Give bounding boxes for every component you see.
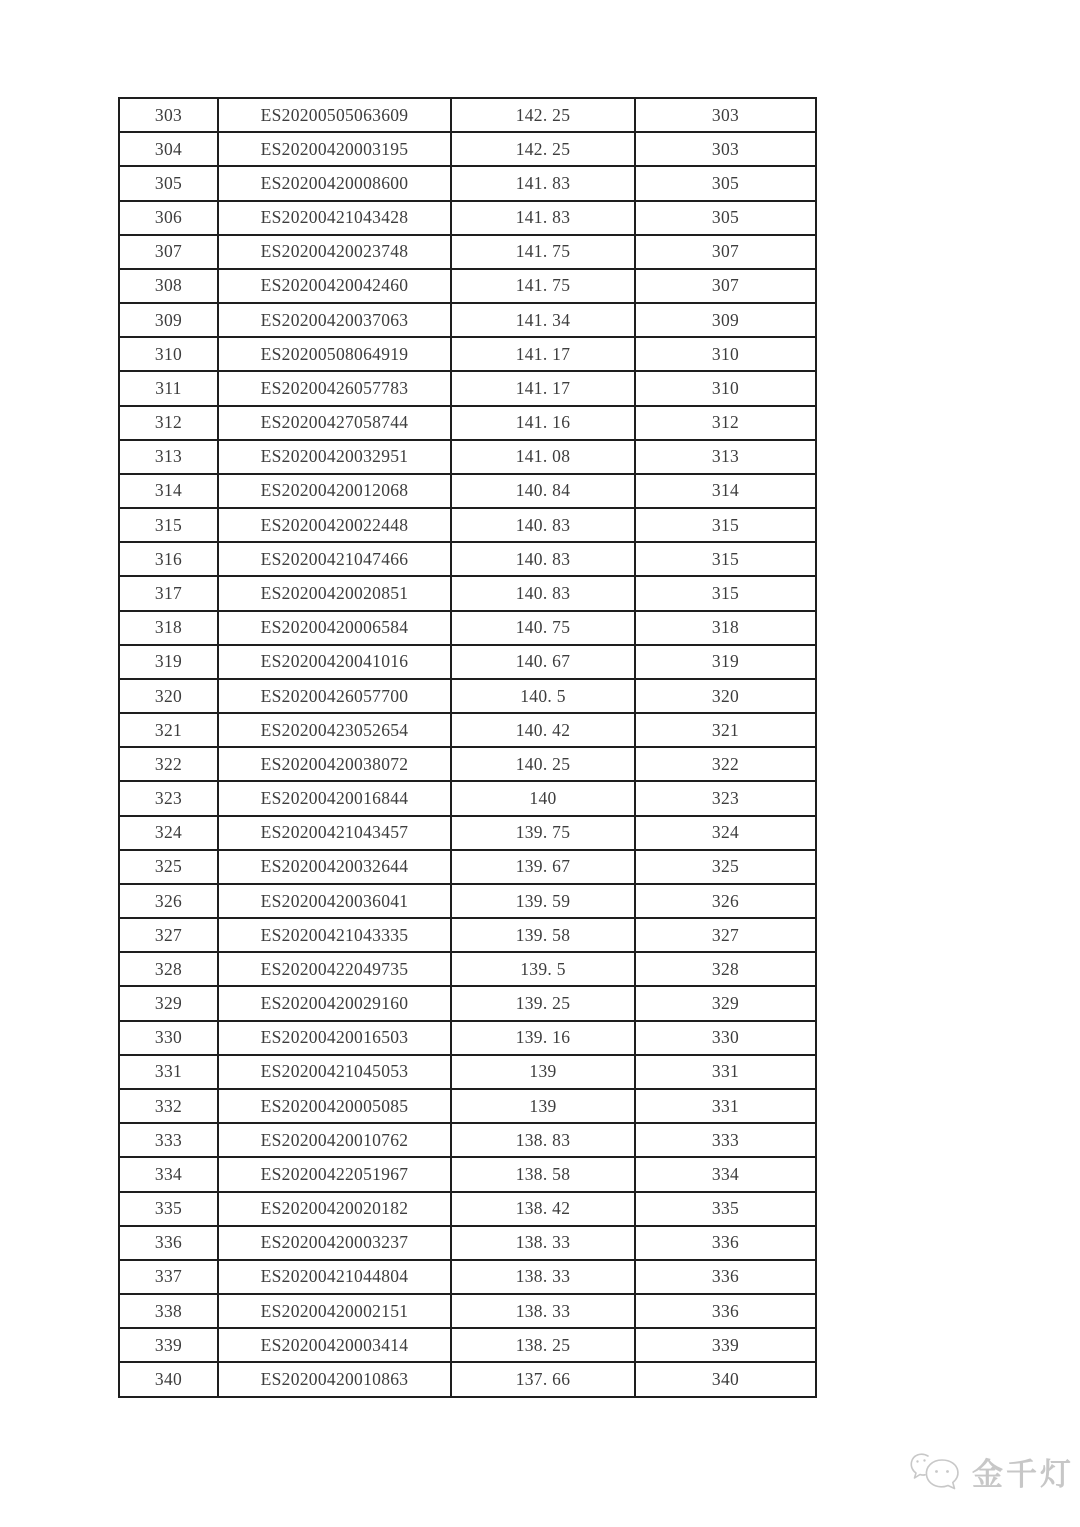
rank-cell: 315 <box>635 542 816 576</box>
table-row <box>119 1328 816 1362</box>
watermark-logo <box>908 1448 1074 1500</box>
wechat-icon <box>908 1448 966 1500</box>
table-row <box>119 679 816 713</box>
score-cell: 137. 66 <box>451 1362 635 1397</box>
score-cell: 138. 33 <box>451 1294 635 1328</box>
candidate-id-cell: ES20200420005085 <box>218 1089 451 1123</box>
row-number-cell: 315 <box>119 508 218 542</box>
rank-cell: 330 <box>635 1021 816 1055</box>
row-number-cell: 328 <box>119 952 218 986</box>
table-row <box>119 1021 816 1055</box>
rank-cell: 322 <box>635 747 816 781</box>
candidate-id-cell: ES20200421043428 <box>218 201 451 235</box>
row-number-cell: 322 <box>119 747 218 781</box>
table-row <box>119 1260 816 1294</box>
score-cell: 139. 5 <box>451 952 635 986</box>
score-cell: 138. 33 <box>451 1226 635 1260</box>
rank-cell: 303 <box>635 132 816 166</box>
table-row <box>119 1157 816 1191</box>
table-row <box>119 474 816 508</box>
rank-cell: 326 <box>635 884 816 918</box>
score-table <box>118 97 817 1398</box>
candidate-id-cell: ES20200420023748 <box>218 235 451 269</box>
candidate-id-cell: ES20200420016503 <box>218 1021 451 1055</box>
row-number-cell: 317 <box>119 576 218 610</box>
table-row <box>119 1226 816 1260</box>
candidate-id-cell: ES20200420032951 <box>218 440 451 474</box>
table-row <box>119 1055 816 1089</box>
row-number-cell: 340 <box>119 1362 218 1397</box>
table-row <box>119 303 816 337</box>
rank-cell: 336 <box>635 1260 816 1294</box>
table-row <box>119 986 816 1020</box>
row-number-cell: 326 <box>119 884 218 918</box>
row-number-cell: 320 <box>119 679 218 713</box>
score-cell: 138. 33 <box>451 1260 635 1294</box>
row-number-cell: 321 <box>119 713 218 747</box>
score-cell: 139. 75 <box>451 816 635 850</box>
rank-cell: 335 <box>635 1192 816 1226</box>
rank-cell: 312 <box>635 406 816 440</box>
rank-cell: 331 <box>635 1055 816 1089</box>
rank-cell: 309 <box>635 303 816 337</box>
score-cell: 140. 5 <box>451 679 635 713</box>
rank-cell: 325 <box>635 850 816 884</box>
score-cell: 140. 25 <box>451 747 635 781</box>
rank-cell: 305 <box>635 201 816 235</box>
score-cell: 141. 83 <box>451 201 635 235</box>
score-cell: 140. 42 <box>451 713 635 747</box>
row-number-cell: 335 <box>119 1192 218 1226</box>
candidate-id-cell: ES20200427058744 <box>218 406 451 440</box>
candidate-id-cell: ES20200420041016 <box>218 645 451 679</box>
candidate-id-cell: ES20200508064919 <box>218 337 451 371</box>
score-table-body <box>119 98 816 1397</box>
score-cell: 139. 16 <box>451 1021 635 1055</box>
candidate-id-cell: ES20200421044804 <box>218 1260 451 1294</box>
rank-cell: 336 <box>635 1226 816 1260</box>
row-number-cell: 305 <box>119 166 218 200</box>
rank-cell: 324 <box>635 816 816 850</box>
candidate-id-cell: ES20200422049735 <box>218 952 451 986</box>
row-number-cell: 314 <box>119 474 218 508</box>
table-row <box>119 269 816 303</box>
table-row <box>119 952 816 986</box>
rank-cell: 321 <box>635 713 816 747</box>
rank-cell: 329 <box>635 986 816 1020</box>
rank-cell: 307 <box>635 235 816 269</box>
table-row <box>119 645 816 679</box>
row-number-cell: 336 <box>119 1226 218 1260</box>
rank-cell: 320 <box>635 679 816 713</box>
row-number-cell: 339 <box>119 1328 218 1362</box>
score-cell: 139 <box>451 1055 635 1089</box>
score-cell: 141. 16 <box>451 406 635 440</box>
rank-cell: 303 <box>635 98 816 132</box>
score-cell: 138. 25 <box>451 1328 635 1362</box>
rank-cell: 318 <box>635 611 816 645</box>
table-row <box>119 1192 816 1226</box>
score-cell: 141. 83 <box>451 166 635 200</box>
rank-cell: 319 <box>635 645 816 679</box>
rank-cell: 339 <box>635 1328 816 1362</box>
row-number-cell: 330 <box>119 1021 218 1055</box>
row-number-cell: 337 <box>119 1260 218 1294</box>
candidate-id-cell: ES20200420036041 <box>218 884 451 918</box>
row-number-cell: 306 <box>119 201 218 235</box>
score-cell: 139. 59 <box>451 884 635 918</box>
row-number-cell: 324 <box>119 816 218 850</box>
row-number-cell: 313 <box>119 440 218 474</box>
candidate-id-cell: ES20200421047466 <box>218 542 451 576</box>
rank-cell: 327 <box>635 918 816 952</box>
score-cell: 142. 25 <box>451 132 635 166</box>
table-row <box>119 98 816 132</box>
rank-cell: 313 <box>635 440 816 474</box>
candidate-id-cell: ES20200420020851 <box>218 576 451 610</box>
row-number-cell: 334 <box>119 1157 218 1191</box>
table-row <box>119 1089 816 1123</box>
rank-cell: 314 <box>635 474 816 508</box>
score-cell: 140. 84 <box>451 474 635 508</box>
table-row <box>119 781 816 815</box>
table-row <box>119 508 816 542</box>
candidate-id-cell: ES20200421043457 <box>218 816 451 850</box>
row-number-cell: 331 <box>119 1055 218 1089</box>
score-cell: 139. 58 <box>451 918 635 952</box>
row-number-cell: 318 <box>119 611 218 645</box>
table-row <box>119 371 816 405</box>
row-number-cell: 338 <box>119 1294 218 1328</box>
candidate-id-cell: ES20200426057783 <box>218 371 451 405</box>
score-cell: 139. 67 <box>451 850 635 884</box>
candidate-id-cell: ES20200420037063 <box>218 303 451 337</box>
rank-cell: 305 <box>635 166 816 200</box>
table-row <box>119 1294 816 1328</box>
score-cell: 141. 08 <box>451 440 635 474</box>
table-row <box>119 918 816 952</box>
candidate-id-cell: ES20200420012068 <box>218 474 451 508</box>
row-number-cell: 304 <box>119 132 218 166</box>
score-cell: 141. 34 <box>451 303 635 337</box>
candidate-id-cell: ES20200420020182 <box>218 1192 451 1226</box>
row-number-cell: 332 <box>119 1089 218 1123</box>
candidate-id-cell: ES20200420029160 <box>218 986 451 1020</box>
candidate-id-cell: ES20200420022448 <box>218 508 451 542</box>
row-number-cell: 319 <box>119 645 218 679</box>
table-row <box>119 542 816 576</box>
row-number-cell: 308 <box>119 269 218 303</box>
candidate-id-cell: ES20200421045053 <box>218 1055 451 1089</box>
row-number-cell: 311 <box>119 371 218 405</box>
candidate-id-cell: ES20200420002151 <box>218 1294 451 1328</box>
table-row <box>119 611 816 645</box>
rank-cell: 315 <box>635 508 816 542</box>
row-number-cell: 316 <box>119 542 218 576</box>
score-cell: 138. 42 <box>451 1192 635 1226</box>
table-row <box>119 1123 816 1157</box>
score-cell: 140. 83 <box>451 576 635 610</box>
row-number-cell: 312 <box>119 406 218 440</box>
row-number-cell: 310 <box>119 337 218 371</box>
candidate-id-cell: ES20200422051967 <box>218 1157 451 1191</box>
row-number-cell: 303 <box>119 98 218 132</box>
rank-cell: 334 <box>635 1157 816 1191</box>
table-row <box>119 1362 816 1397</box>
table-row <box>119 406 816 440</box>
table-row <box>119 337 816 371</box>
table-row <box>119 816 816 850</box>
candidate-id-cell: ES20200420016844 <box>218 781 451 815</box>
rank-cell: 307 <box>635 269 816 303</box>
row-number-cell: 329 <box>119 986 218 1020</box>
candidate-id-cell: ES20200420006584 <box>218 611 451 645</box>
table-row <box>119 166 816 200</box>
table-row <box>119 747 816 781</box>
score-cell: 140. 83 <box>451 508 635 542</box>
score-cell: 141. 75 <box>451 269 635 303</box>
table-row <box>119 850 816 884</box>
candidate-id-cell: ES20200420010863 <box>218 1362 451 1397</box>
row-number-cell: 323 <box>119 781 218 815</box>
table-row <box>119 576 816 610</box>
candidate-id-cell: ES20200426057700 <box>218 679 451 713</box>
score-table-container <box>118 97 815 1398</box>
rank-cell: 315 <box>635 576 816 610</box>
table-row <box>119 201 816 235</box>
row-number-cell: 309 <box>119 303 218 337</box>
candidate-id-cell: ES20200420003237 <box>218 1226 451 1260</box>
score-cell: 142. 25 <box>451 98 635 132</box>
rank-cell: 328 <box>635 952 816 986</box>
table-row <box>119 440 816 474</box>
candidate-id-cell: ES20200420003195 <box>218 132 451 166</box>
candidate-id-cell: ES20200420038072 <box>218 747 451 781</box>
rank-cell: 336 <box>635 1294 816 1328</box>
table-row <box>119 713 816 747</box>
score-cell: 138. 58 <box>451 1157 635 1191</box>
row-number-cell: 333 <box>119 1123 218 1157</box>
candidate-id-cell: ES20200505063609 <box>218 98 451 132</box>
candidate-id-cell: ES20200420008600 <box>218 166 451 200</box>
score-cell: 141. 75 <box>451 235 635 269</box>
rank-cell: 333 <box>635 1123 816 1157</box>
score-cell: 140. 83 <box>451 542 635 576</box>
row-number-cell: 307 <box>119 235 218 269</box>
score-cell: 140. 67 <box>451 645 635 679</box>
table-row <box>119 884 816 918</box>
score-cell: 141. 17 <box>451 371 635 405</box>
candidate-id-cell: ES20200420003414 <box>218 1328 451 1362</box>
rank-cell: 310 <box>635 371 816 405</box>
row-number-cell: 325 <box>119 850 218 884</box>
candidate-id-cell: ES20200420032644 <box>218 850 451 884</box>
score-cell: 139. 25 <box>451 986 635 1020</box>
candidate-id-cell: ES20200421043335 <box>218 918 451 952</box>
score-cell: 138. 83 <box>451 1123 635 1157</box>
watermark-text: 金千灯 <box>972 1456 1074 1492</box>
candidate-id-cell: ES20200420010762 <box>218 1123 451 1157</box>
table-row <box>119 235 816 269</box>
table-row <box>119 132 816 166</box>
score-cell: 140. 75 <box>451 611 635 645</box>
candidate-id-cell: ES20200423052654 <box>218 713 451 747</box>
candidate-id-cell: ES20200420042460 <box>218 269 451 303</box>
row-number-cell: 327 <box>119 918 218 952</box>
rank-cell: 310 <box>635 337 816 371</box>
score-cell: 140 <box>451 781 635 815</box>
rank-cell: 331 <box>635 1089 816 1123</box>
score-cell: 141. 17 <box>451 337 635 371</box>
score-cell: 139 <box>451 1089 635 1123</box>
rank-cell: 340 <box>635 1362 816 1397</box>
rank-cell: 323 <box>635 781 816 815</box>
